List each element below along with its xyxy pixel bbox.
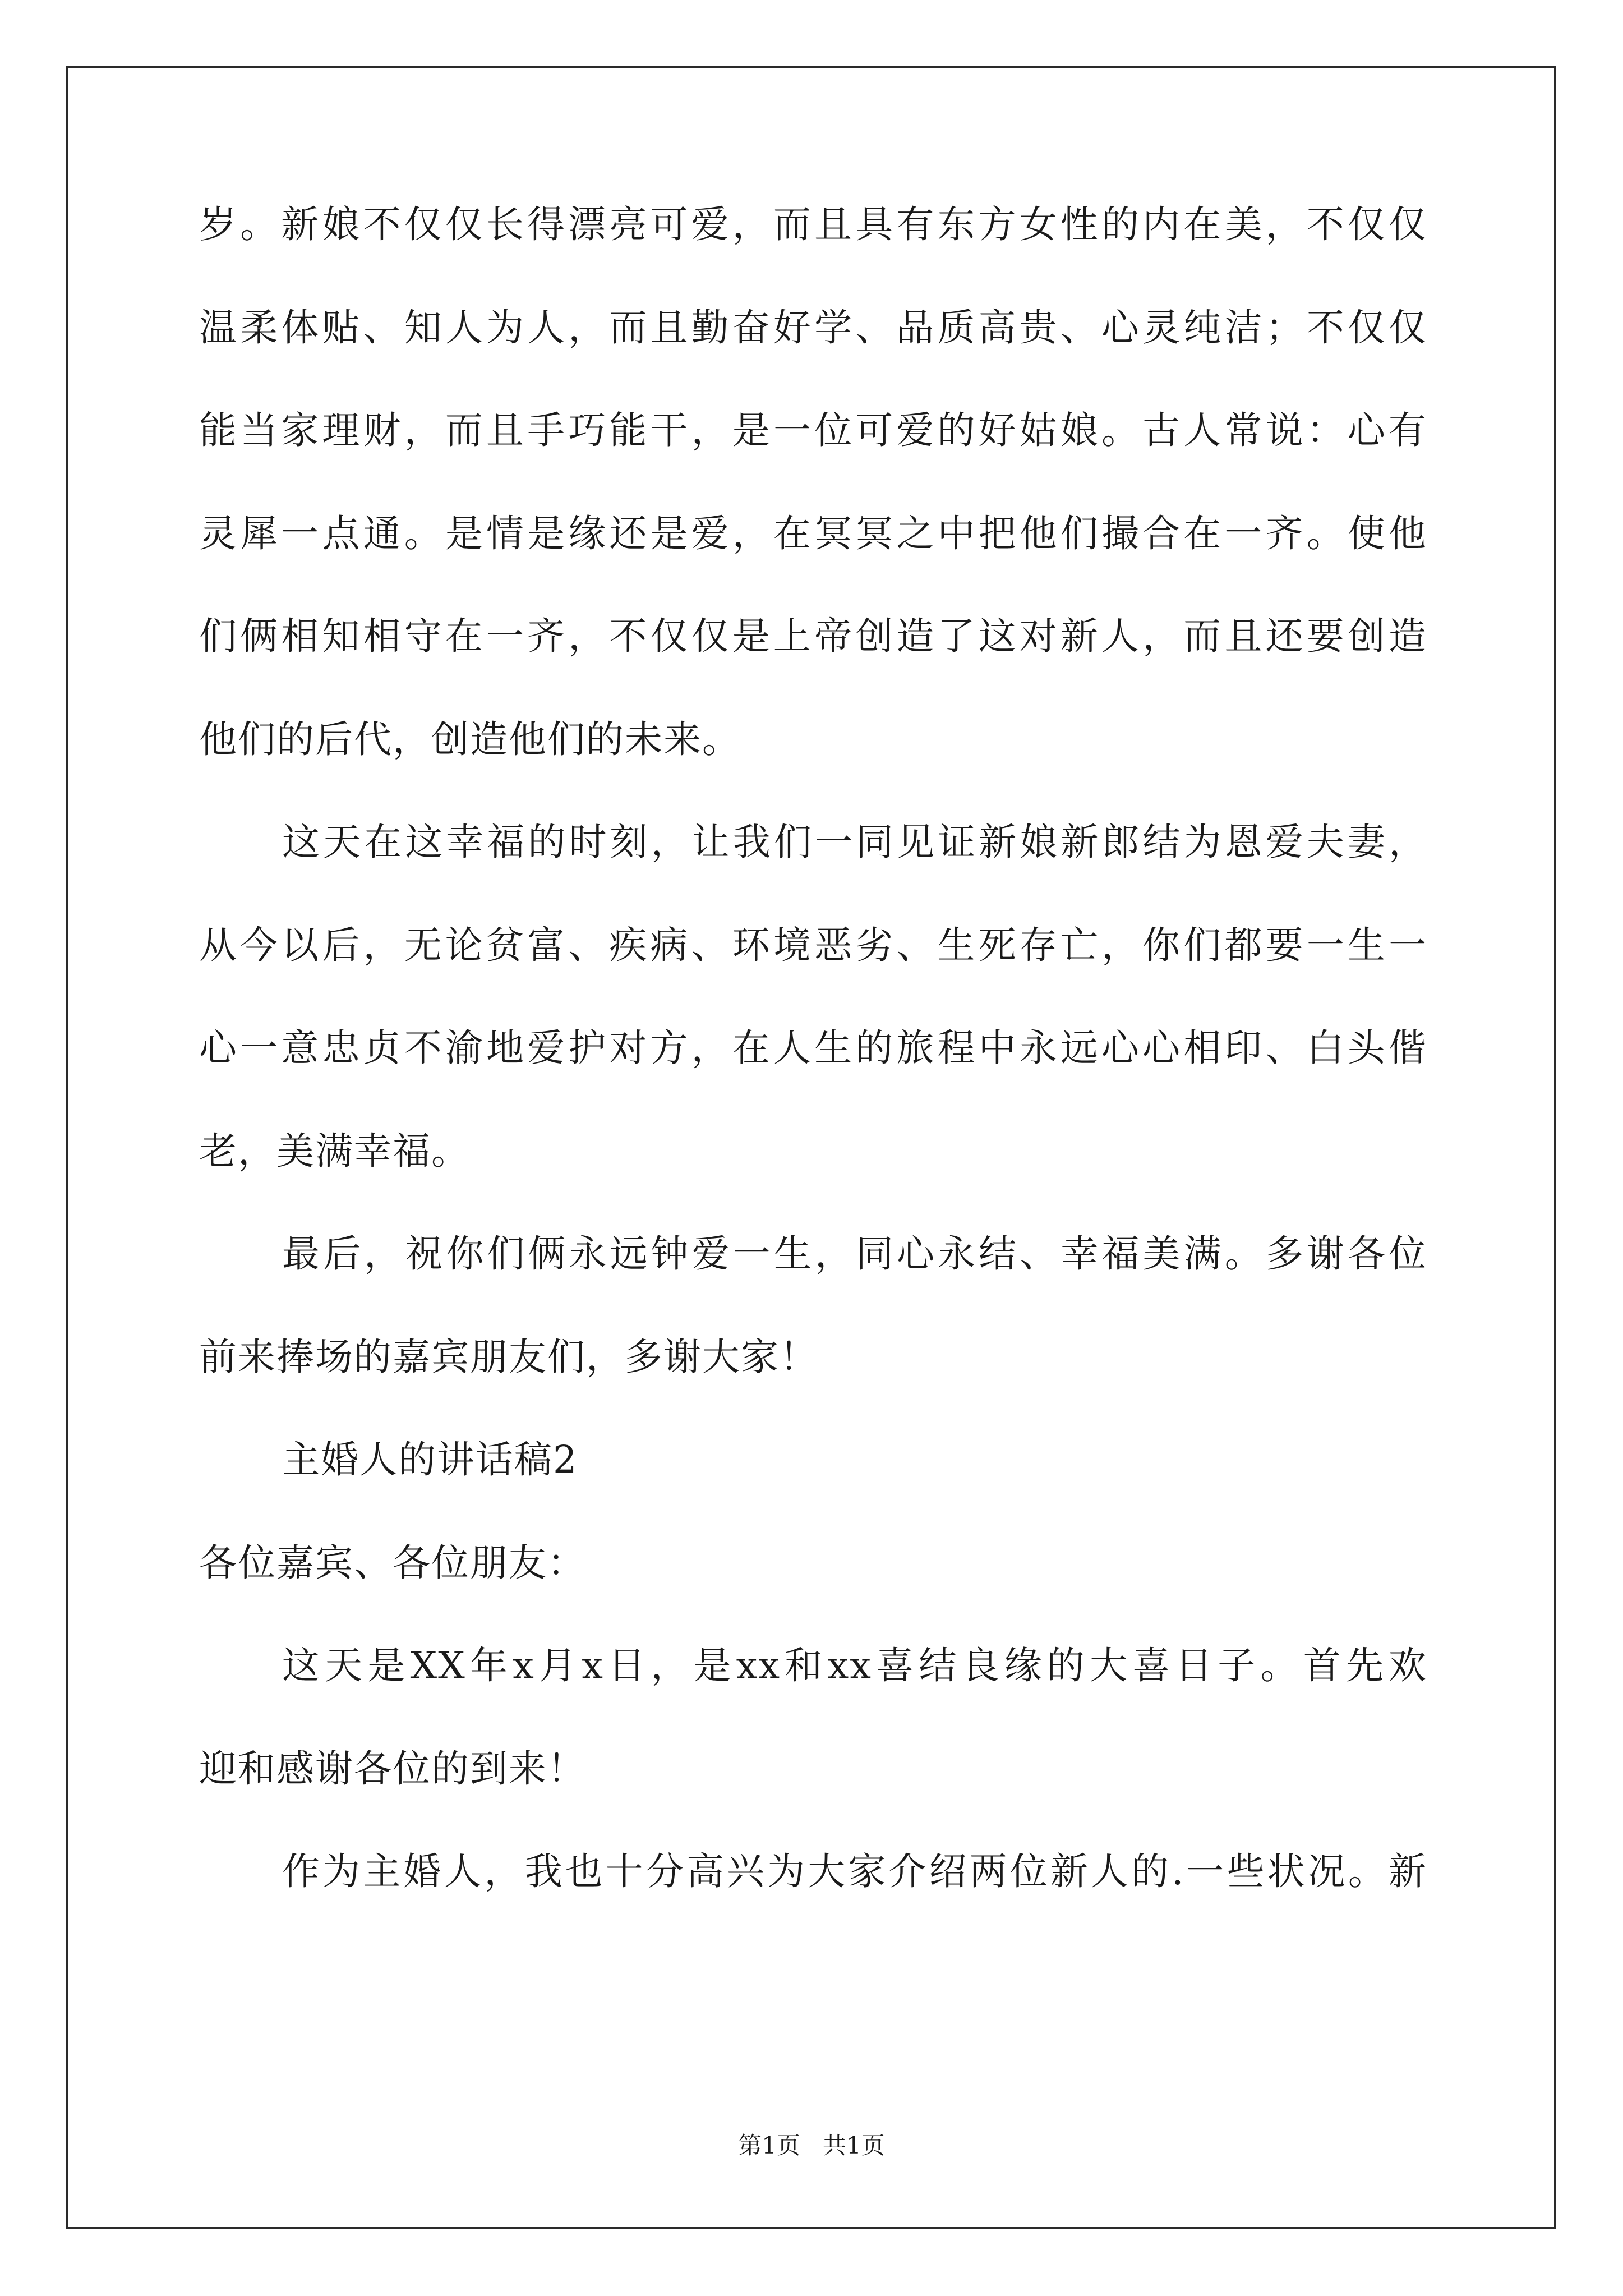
page-number: 第1页: [738, 2132, 800, 2159]
section-heading: 主婚人的讲话稿2: [282, 1438, 578, 1481]
paragraph-line: 迎和感谢各位的到来！: [199, 1746, 586, 1791]
paragraph-line: 老，美满幸福。: [199, 1129, 470, 1173]
paragraph-line: 他们的后代，创造他们的未来。: [199, 717, 741, 761]
paragraph-line: 前来捧场的嘉宾朋友们，多谢大家！: [199, 1335, 818, 1379]
paragraph-line: 作为主婚人，我也十分高兴为大家介绍两位新人的.一些状况。新: [282, 1849, 1427, 1893]
page-total: 共1页: [823, 2132, 885, 2159]
document-body: [199, 191, 1427, 1941]
paragraph-line: 从今以后，无论贫富、疾病、环境恶劣、生死存亡，你们都要一生一: [199, 923, 1427, 967]
paragraph-line: 这天在这幸福的时刻，让我们一同见证新娘新郎结为恩爱夫妻，: [282, 820, 1427, 864]
paragraph-line: 岁。新娘不仅仅长得漂亮可爱，而且具有东方女性的内在美，不仅仅: [199, 203, 1427, 246]
paragraph-line: 能当家理财，而且手巧能干，是一位可爱的好姑娘。古人常说：心有: [199, 408, 1427, 452]
paragraph-line: 心一意忠贞不渝地爱护对方，在人生的旅程中永远心心相印、白头偕: [199, 1026, 1427, 1070]
page-footer: [0, 2129, 1623, 2162]
paragraph-line: 温柔体贴、知人为人，而且勤奋好学、品质高贵、心灵纯洁；不仅仅: [199, 305, 1427, 349]
paragraph-line: 灵犀一点通。是情是缘还是爱，在冥冥之中把他们撮合在一齐。使他: [199, 511, 1427, 555]
paragraph-line: 最后，祝你们俩永远钟爱一生，同心永结、幸福美满。多谢各位: [282, 1232, 1427, 1276]
paragraph-line: 这天是XX年x月x日，是xx和xx喜结良缘的大喜日子。首先欢: [282, 1644, 1427, 1687]
salutation-line: 各位嘉宾、各位朋友：: [199, 1540, 586, 1585]
paragraph-line: 们俩相知相守在一齐，不仅仅是上帝创造了这对新人，而且还要创造: [199, 614, 1427, 658]
